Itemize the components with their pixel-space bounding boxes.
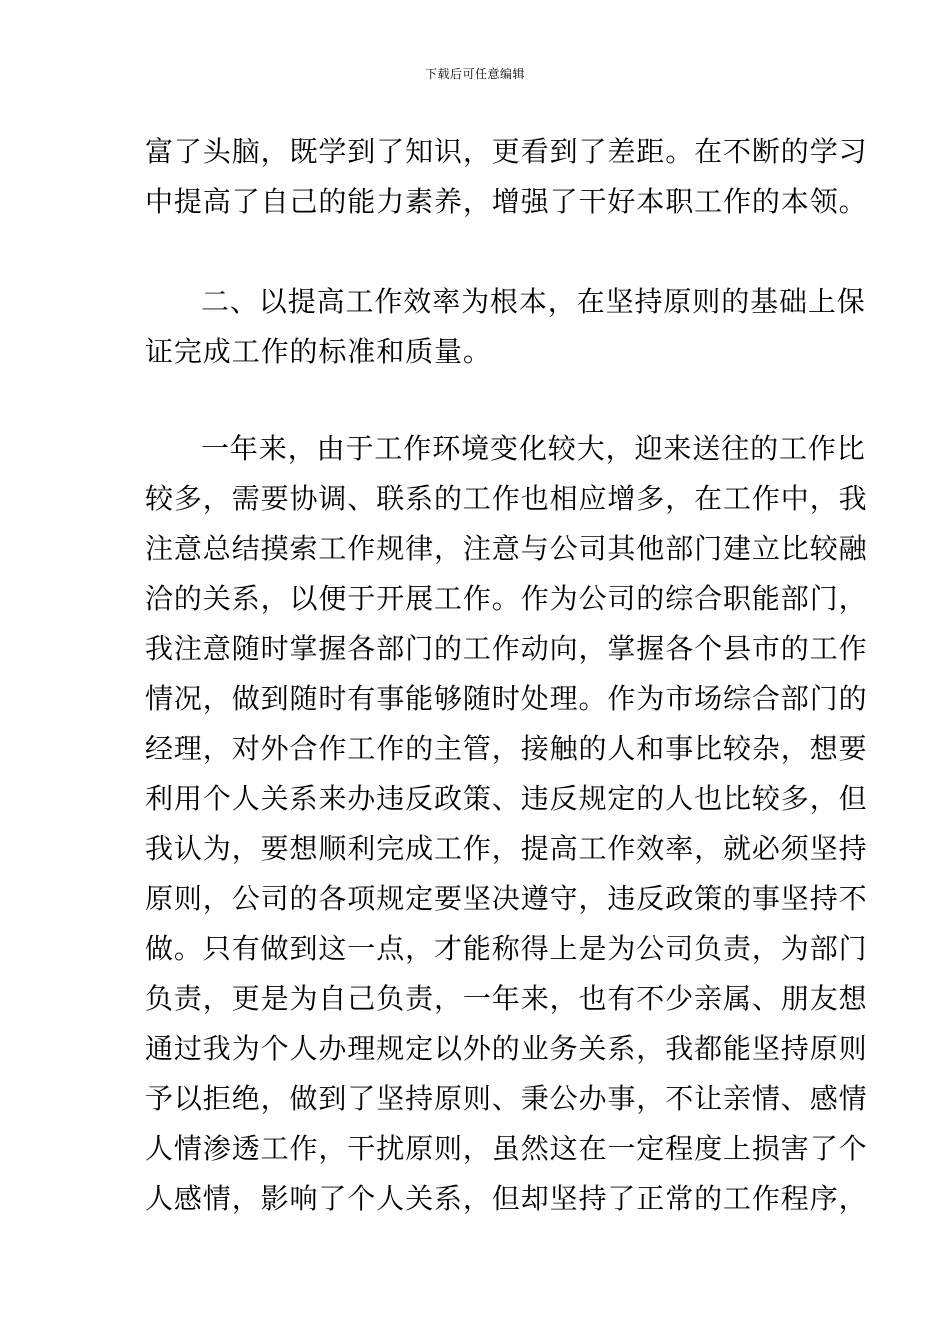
text-line: 证完成工作的标准和质量。 xyxy=(145,335,492,368)
text-line: 负责，更是为自己负责，一年来，也有不少亲属、朋友想 xyxy=(145,982,868,1015)
text-line: 注意总结摸索工作规律，注意与公司其他部门建立比较融 xyxy=(145,532,868,565)
text-line: 原则，公司的各项规定要坚决遵守，违反政策的事坚持不 xyxy=(145,882,868,915)
text-line: 经理，对外合作工作的主管，接触的人和事比较杂，想要 xyxy=(145,732,868,765)
text-line: 洽的关系，以便于开展工作。作为公司的综合职能部门， xyxy=(145,582,868,615)
text-line: 我注意随时掌握各部门的工作动向，掌握各个县市的工作 xyxy=(145,632,868,665)
text-line: 予以拒绝，做到了坚持原则、秉公办事，不让亲情、感情 xyxy=(145,1082,868,1115)
text-line: 中提高了自己的能力素养，增强了干好本职工作的本领。 xyxy=(145,185,868,218)
text-line: 富了头脑，既学到了知识，更看到了差距。在不断的学习 xyxy=(145,135,868,168)
text-line: 一年来，由于工作环境变化较大，迎来送往的工作比 xyxy=(201,432,866,465)
text-line: 情况，做到随时有事能够随时处理。作为市场综合部门的 xyxy=(145,682,868,715)
text-line: 做。只有做到这一点，才能称得上是为公司负责，为部门 xyxy=(145,932,868,965)
text-line: 较多，需要协调、联系的工作也相应增多，在工作中，我 xyxy=(145,482,868,515)
text-line: 我认为，要想顺利完成工作，提高工作效率，就必须坚持 xyxy=(145,832,868,865)
text-line: 利用个人关系来办违反政策、违反规定的人也比较多，但 xyxy=(145,782,868,815)
text-line: 二、以提高工作效率为根本，在坚持原则的基础上保 xyxy=(201,285,866,318)
text-line: 人感情，影响了个人关系，但却坚持了正常的工作程序， xyxy=(145,1182,868,1215)
page-header: 下载后可任意编辑 xyxy=(424,67,525,81)
text-line: 人情渗透工作，干扰原则，虽然这在一定程度上损害了个 xyxy=(145,1132,868,1165)
text-line: 通过我为个人办理规定以外的业务关系，我都能坚持原则 xyxy=(145,1032,868,1065)
